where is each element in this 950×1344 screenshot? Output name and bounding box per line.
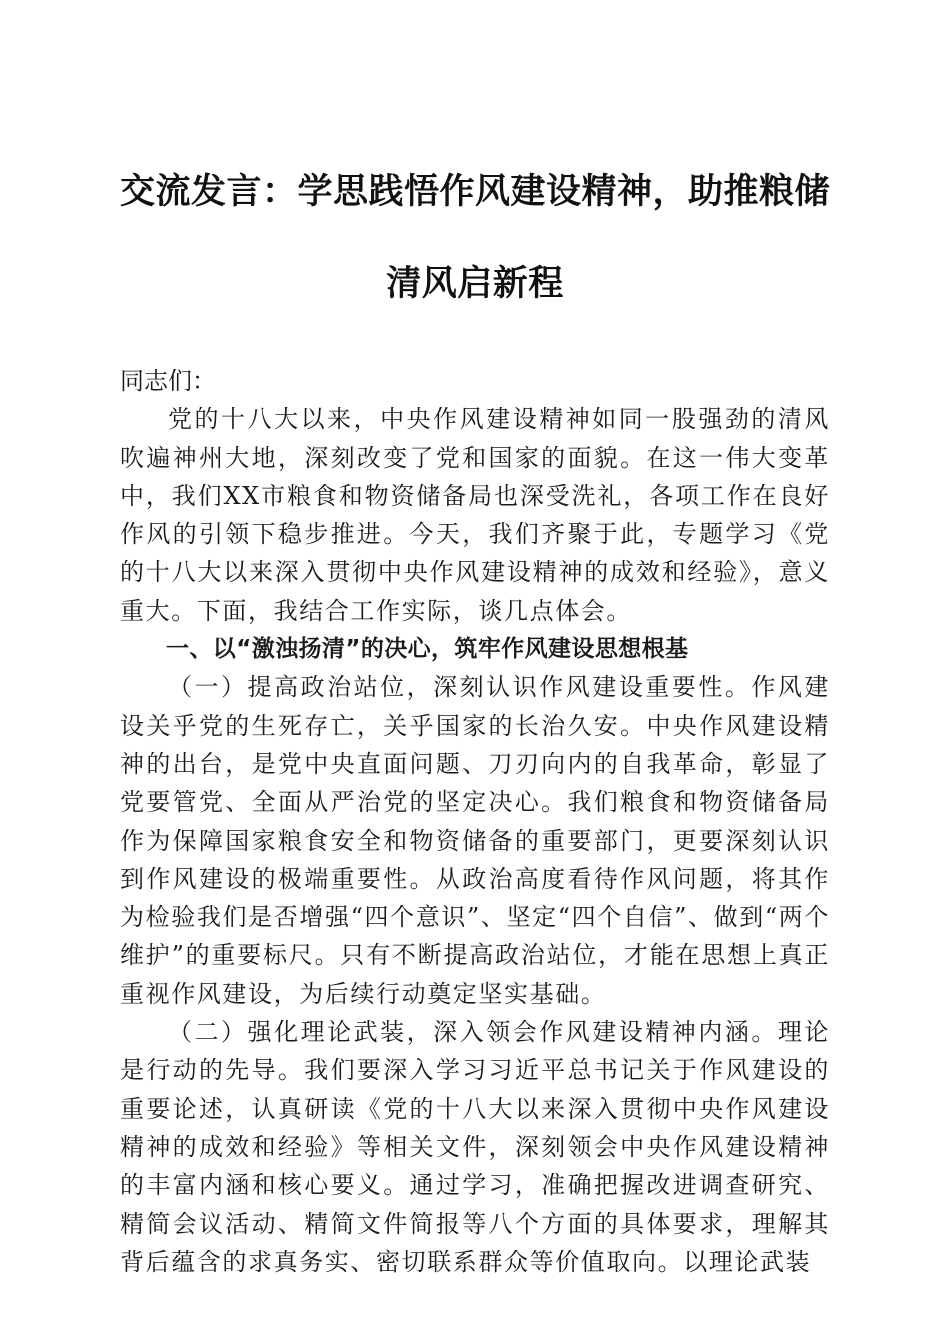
document-body xyxy=(120,362,830,1281)
sub-section-2-body: 理论是行动的先导。我们要深入学习习近平总书记关于作风建设的重要论述，认真研读《党的十八大以来深入贯彻中央作风建设精神的成效和经验》等相关文件，深刻领会中央作风建设精神的丰富内涵和核心要义。通过学习，准确把握改进调查研究、精简会议活动、精简文件简报等八个方面的具体要求，理解其背后蕴含的求真务实、密切联系群众等价值取向。以理论武装 xyxy=(120,1018,830,1276)
sub-section-1-body: 作风建设关乎党的生死存亡，关乎国家的长治久安。中央作风建设精神的出台，是党中央直面问题、刀刃向内的自我革命，彰显了党要管党、全面从严治党的坚定决心。我们粮食和物资储备局作为保障国家粮食安全和物资储备的重要部门，更要深刻认识到作风建设的极端重要性。从政治高度看待作风问题，将其作为检验我们是否增强“四个意识”、坚定“四个自信”、做到“两个维护”的重要标尺。只有不断提高政治站位，才能在思想上真正重视作风建设，为后续行动奠定坚实基础。 xyxy=(120,673,830,1008)
intro-paragraph: 党的十八大以来，中央作风建设精神如同一股强劲的清风吹遍神州大地，深刻改变了党和国家的面貌。在这一伟大变革中，我们XX市粮食和物资储备局也深受洗礼，各项工作在良好作风的引领下稳步推进。今天，我们齐聚于此，专题学习《党的十八大以来深入贯彻中央作风建设精神的成效和经验》，意义重大。下面，我结合工作实际，谈几点体会。 xyxy=(120,405,830,625)
sub-section-1-paragraph xyxy=(120,668,830,1013)
document-title xyxy=(100,146,850,330)
title-line-1: 交流发言：学思践悟作风建设精神，助推粮储 xyxy=(119,171,830,212)
salutation: 同志们： xyxy=(120,367,216,395)
sub-section-2-heading: （二）强化理论武装，深入领会作风建设精神内涵。 xyxy=(168,1018,778,1047)
title-line-2: 清风启新程 xyxy=(386,263,564,304)
sub-section-1-heading: （一）提高政治站位，深刻认识作风建设重要性。 xyxy=(168,673,752,702)
sub-section-2-paragraph xyxy=(120,1013,830,1281)
section-1-heading: 一、以“激浊扬清”的决心，筑牢作风建设思想根基 xyxy=(166,636,689,663)
